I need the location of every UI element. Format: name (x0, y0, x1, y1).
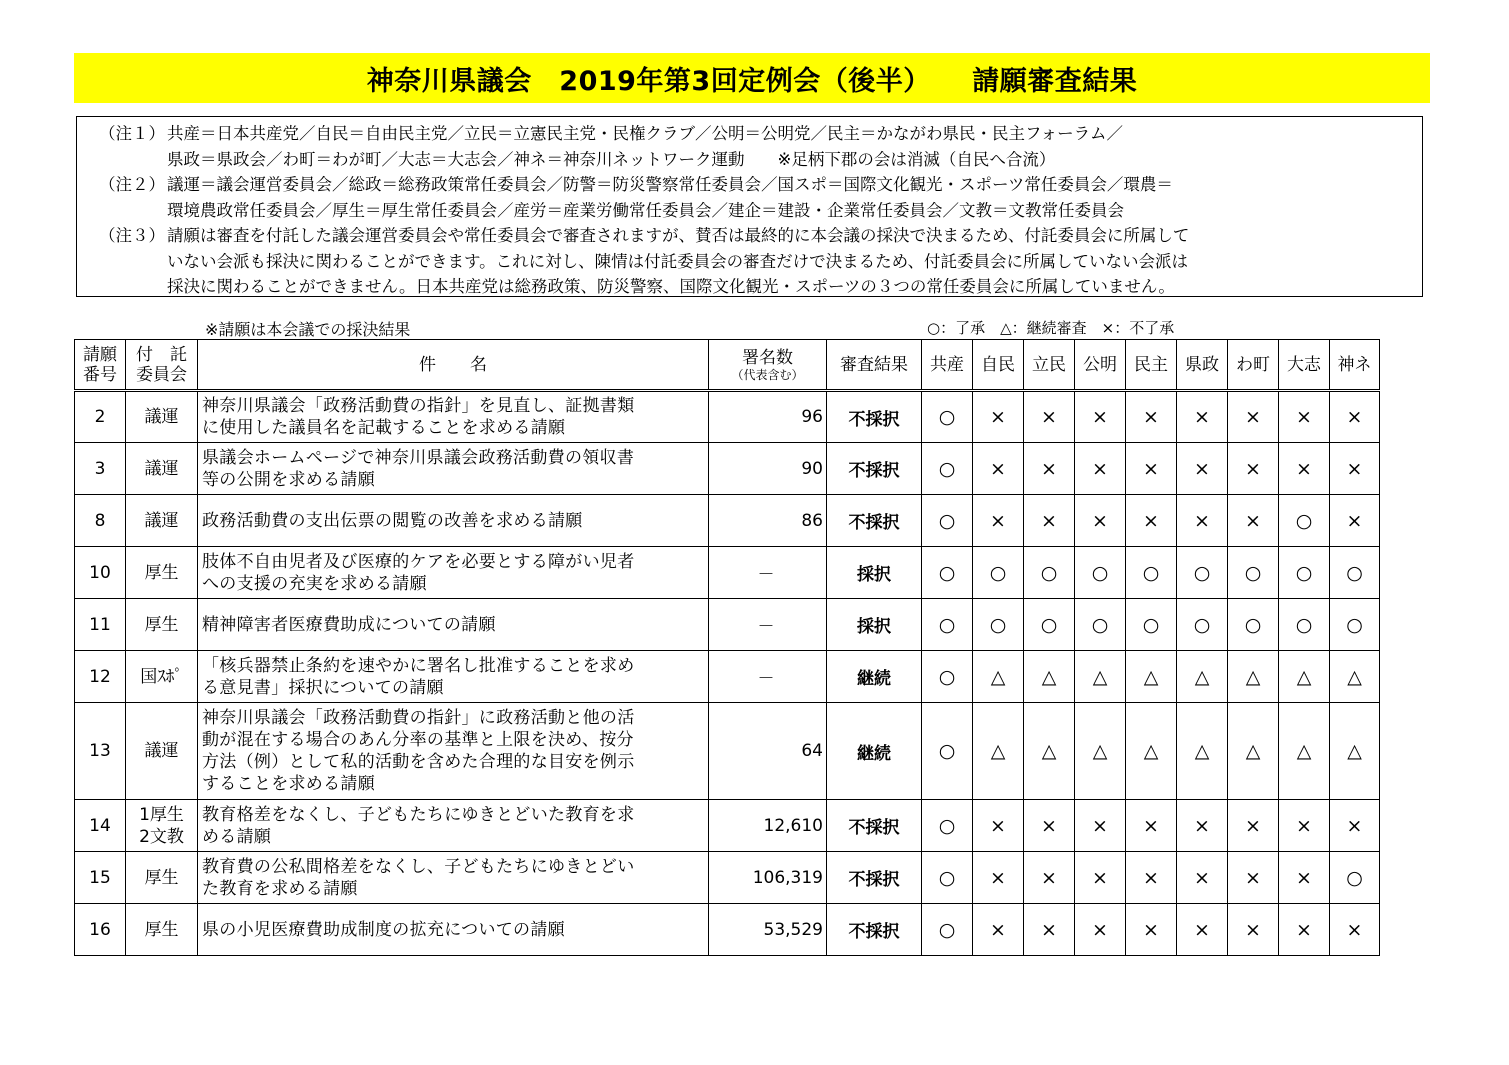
header-text: 審査結果 (840, 354, 908, 375)
subject-cell (198, 800, 709, 852)
note-line (77, 274, 1422, 300)
table-row (75, 599, 1380, 651)
committee-name: 議運 (144, 458, 179, 479)
petition-number: 13 (75, 703, 126, 800)
symbol-legend: ○：了承 △：継続審査 ×：不了承 (927, 319, 1175, 337)
subject-line: 肢体不自由児者及び医療的ケアを必要とする障がい児者 (202, 551, 635, 572)
committee-name: 厚生 (144, 919, 179, 940)
committee-name: 厚生 (144, 562, 179, 583)
party-vote: ○ (922, 800, 973, 852)
party-vote: × (1228, 904, 1279, 956)
header-text: 件 名 (419, 354, 487, 375)
party-vote: ○ (1177, 547, 1228, 599)
header-row (75, 340, 1380, 391)
signature-count: － (709, 651, 827, 703)
table-row (75, 852, 1380, 904)
subject-line: に使用した議員名を記載することを求める請願 (202, 418, 566, 438)
party-vote: × (1075, 443, 1126, 495)
note-text: いない会派も採決に関わることができます。これに対し、陳情は付託委員会の審査だけで決まるため、付託委員会に所属していない会派は (167, 251, 1189, 271)
note-text: 議運＝議会運営委員会／総政＝総務政策常任委員会／防警＝防災警察常任委員会／国スポ＝国際文化観光・スポーツ常任委員会／環農＝ (167, 175, 1173, 194)
party-vote: × (1126, 852, 1177, 904)
title-bar (74, 53, 1430, 103)
party-vote: ○ (922, 443, 973, 495)
party-vote: × (1279, 800, 1330, 852)
subject-line: た教育を求める請願 (202, 878, 358, 899)
party-vote: × (1330, 800, 1380, 852)
party-vote: × (1330, 391, 1380, 443)
party-vote: ○ (1228, 599, 1279, 651)
note-label: （注１） (99, 124, 165, 143)
party-vote: × (1024, 800, 1075, 852)
party-vote: △ (1024, 651, 1075, 703)
header-number (75, 340, 126, 391)
header-text: 署名数 (742, 347, 793, 368)
note-text: 共産＝日本共産党／自民＝自由民主党／立民＝立憲民主党・民権クラブ／公明＝公明党／民主＝かながわ県民・民主フォーラム／ (167, 124, 1124, 143)
note-line (77, 147, 1422, 173)
petition-number: 10 (75, 547, 126, 599)
header-party: 立民 (1024, 340, 1075, 391)
party-vote: △ (1126, 651, 1177, 703)
table-row (75, 800, 1380, 852)
party-vote: × (1075, 800, 1126, 852)
header-party: 公明 (1075, 340, 1126, 391)
review-result: 継続 (827, 703, 922, 800)
petition-number: 14 (75, 800, 126, 852)
party-vote: × (1279, 391, 1330, 443)
subject-cell (198, 703, 709, 800)
party-vote: × (973, 800, 1024, 852)
note-text: 採決に関わることができません。日本共産党は総務政策、防災警察、国際文化観光・スポーツの３つの常任委員会に所属していません。 (167, 277, 1175, 296)
party-vote: ○ (1330, 599, 1380, 651)
party-vote: × (1177, 495, 1228, 547)
party-vote: ○ (922, 495, 973, 547)
party-vote: × (1024, 852, 1075, 904)
party-vote: △ (973, 651, 1024, 703)
party-vote: × (1075, 391, 1126, 443)
notes-box (76, 116, 1423, 297)
subject-line: することを求める請願 (202, 774, 375, 794)
petition-number: 12 (75, 651, 126, 703)
party-vote: ○ (1126, 547, 1177, 599)
header-committee (126, 340, 198, 391)
party-vote: × (973, 852, 1024, 904)
review-result: 不採択 (827, 443, 922, 495)
party-vote: △ (1330, 651, 1380, 703)
note-text: 請願は審査を付託した議会運営委員会や常任委員会で審査されますが、賛否は最終的に本会議の採決で決まるため、付託委員会に所属して (167, 226, 1190, 245)
petition-number: 2 (75, 391, 126, 443)
header-result (827, 340, 922, 391)
review-result: 不採択 (827, 495, 922, 547)
party-vote: × (1228, 391, 1279, 443)
subject-cell (198, 547, 709, 599)
committee-cell (126, 852, 198, 904)
party-vote: × (973, 391, 1024, 443)
party-vote: △ (1279, 651, 1330, 703)
signature-count: － (709, 547, 827, 599)
committee-name: 議運 (144, 407, 179, 427)
party-vote: × (973, 443, 1024, 495)
party-vote: ○ (1279, 599, 1330, 651)
subject-cell (198, 904, 709, 956)
party-vote: × (1126, 495, 1177, 547)
party-vote: × (1075, 852, 1126, 904)
party-vote: ○ (922, 904, 973, 956)
party-vote: ○ (1024, 599, 1075, 651)
party-vote: △ (1075, 651, 1126, 703)
committee-cell (126, 443, 198, 495)
committee-cell (126, 651, 198, 703)
review-result: 不採択 (827, 852, 922, 904)
table-row (75, 904, 1380, 956)
party-vote: × (1279, 852, 1330, 904)
party-vote: △ (973, 703, 1024, 800)
committee-name: 厚生 (144, 867, 179, 888)
party-vote: × (1177, 800, 1228, 852)
subject-line: 政務活動費の支出伝票の閲覧の改善を求める請願 (202, 510, 583, 531)
subject-line: 県議会ホームページで神奈川県議会政務活動費の領収書 (202, 447, 635, 468)
party-vote: ○ (1075, 599, 1126, 651)
party-vote: × (1024, 391, 1075, 443)
subject-cell (198, 391, 709, 443)
party-vote: × (1024, 443, 1075, 495)
party-vote: × (1177, 904, 1228, 956)
subject-line: 県の小児医療費助成制度の拡充についての請願 (202, 919, 565, 940)
review-result: 採択 (827, 599, 922, 651)
party-vote: ○ (1279, 547, 1330, 599)
note-label: （注３） (99, 226, 165, 245)
subject-line: への支援の充実を求める請願 (202, 573, 427, 594)
signature-count: － (709, 599, 827, 651)
party-vote: × (1075, 904, 1126, 956)
party-vote: ○ (1330, 547, 1380, 599)
party-vote: △ (1228, 703, 1279, 800)
party-vote: × (1228, 443, 1279, 495)
committee-cell (126, 703, 198, 800)
committee-name: 国ｽﾎﾟ (140, 666, 183, 687)
subject-line: 方法（例）として私的活動を含めた合理的な目安を例示 (202, 752, 635, 772)
subject-cell (198, 852, 709, 904)
party-vote: × (1024, 904, 1075, 956)
committee-cell (126, 495, 198, 547)
party-vote: × (1330, 443, 1380, 495)
header-text: 請願 (83, 344, 117, 365)
committee-name: 議運 (144, 510, 179, 531)
party-vote: △ (1177, 651, 1228, 703)
party-vote: × (1177, 391, 1228, 443)
subject-cell (198, 495, 709, 547)
party-vote: × (1126, 443, 1177, 495)
note-line (77, 172, 1422, 198)
note-label: （注２） (99, 175, 165, 194)
note-text: 県政＝県政会／わ町＝わが町／大志＝大志会／神ネ＝神奈川ネットワーク運動 ※足柄下郡の会は消滅（自民へ合流） (167, 149, 1056, 169)
party-vote: × (1075, 495, 1126, 547)
note-line (77, 223, 1422, 249)
party-vote: ○ (922, 852, 973, 904)
party-vote: × (973, 495, 1024, 547)
signature-count: 64 (709, 703, 827, 800)
header-party: 自民 (973, 340, 1024, 391)
party-vote: ○ (1126, 599, 1177, 651)
header-text: 番号 (83, 364, 117, 385)
note-label (77, 249, 165, 275)
table-row (75, 703, 1380, 800)
party-vote: × (1024, 495, 1075, 547)
subject-cell (198, 443, 709, 495)
committee-name: 2文教 (139, 826, 184, 847)
petition-number: 15 (75, 852, 126, 904)
signature-count: 106,319 (709, 852, 827, 904)
header-party: 民主 (1126, 340, 1177, 391)
header-subtext: （代表含む） (731, 367, 804, 382)
header-party: 神ネ (1330, 340, 1380, 391)
subject-line: 神奈川県議会「政務活動費の指針」を見直し、証拠書類 (202, 396, 635, 416)
note-text: 環境農政常任委員会／厚生＝厚生常任委員会／産労＝産業労働常任委員会／建企＝建設・企業常任委員会／文教＝文教常任委員会 (167, 200, 1124, 220)
header-signatures (709, 340, 827, 391)
note-label (77, 147, 165, 173)
table-row (75, 495, 1380, 547)
party-vote: × (1177, 443, 1228, 495)
header-party: 大志 (1279, 340, 1330, 391)
party-vote: △ (1024, 703, 1075, 800)
party-vote: ○ (1075, 547, 1126, 599)
subject-line: る意見書」採択についての請願 (202, 677, 444, 698)
party-vote: ○ (922, 651, 973, 703)
party-vote: ○ (973, 547, 1024, 599)
party-vote: ○ (922, 547, 973, 599)
review-result: 不採択 (827, 904, 922, 956)
party-vote: ○ (1024, 547, 1075, 599)
committee-cell (126, 904, 198, 956)
party-vote: × (1177, 852, 1228, 904)
review-result: 継続 (827, 651, 922, 703)
party-vote: × (1126, 904, 1177, 956)
petition-number: 3 (75, 443, 126, 495)
party-vote: × (1228, 495, 1279, 547)
header-party: 共産 (922, 340, 973, 391)
signature-count: 53,529 (709, 904, 827, 956)
note-label (77, 274, 165, 300)
subject-line: 「核兵器禁止条約を速やかに署名し批准することを求め (202, 655, 635, 676)
committee-name: 議運 (144, 741, 179, 761)
committee-name: 1厚生 (139, 804, 184, 825)
committee-name: 厚生 (144, 614, 179, 635)
party-vote: ○ (1279, 495, 1330, 547)
party-vote: ○ (1228, 547, 1279, 599)
header-party: 県政 (1177, 340, 1228, 391)
vote-basis-caption: ※請願は本会議での採決結果 (205, 320, 411, 339)
petition-results-table (74, 339, 1380, 956)
party-vote: △ (1075, 703, 1126, 800)
header-subject (198, 340, 709, 391)
party-vote: ○ (922, 703, 973, 800)
review-result: 不採択 (827, 391, 922, 443)
party-vote: × (973, 904, 1024, 956)
petition-number: 11 (75, 599, 126, 651)
party-vote: × (1279, 443, 1330, 495)
petition-number: 8 (75, 495, 126, 547)
table-body (75, 391, 1380, 956)
note-line (77, 249, 1422, 275)
subject-line: 教育格差をなくし、子どもたちにゆきとどいた教育を求 (202, 804, 635, 825)
party-vote: ○ (973, 599, 1024, 651)
subject-line: 等の公開を求める請願 (202, 469, 375, 490)
header-text: 委員会 (136, 364, 187, 385)
committee-cell (126, 800, 198, 852)
review-result: 採択 (827, 547, 922, 599)
party-vote: △ (1330, 703, 1380, 800)
review-result: 不採択 (827, 800, 922, 852)
subject-line: 精神障害者医療費助成についての請願 (202, 614, 496, 635)
party-vote: ○ (1330, 852, 1380, 904)
party-vote: ○ (1177, 599, 1228, 651)
subject-line: める請願 (202, 826, 272, 847)
subject-line: 教育費の公私間格差をなくし、子どもたちにゆきとどい (202, 856, 635, 877)
subject-cell (198, 599, 709, 651)
note-line (77, 121, 1422, 147)
party-vote: × (1228, 800, 1279, 852)
table-row (75, 547, 1380, 599)
header-text: 付 託 (136, 344, 187, 365)
party-vote: × (1126, 391, 1177, 443)
note-line (77, 198, 1422, 224)
party-vote: ○ (922, 599, 973, 651)
party-vote: × (1279, 904, 1330, 956)
party-vote: × (1126, 800, 1177, 852)
table-row (75, 651, 1380, 703)
signature-count: 90 (709, 443, 827, 495)
subject-line: 神奈川県議会「政務活動費の指針」に政務活動と他の活 (202, 708, 635, 728)
header-party: わ町 (1228, 340, 1279, 391)
party-vote: △ (1228, 651, 1279, 703)
signature-count: 86 (709, 495, 827, 547)
signature-count: 96 (709, 391, 827, 443)
party-vote: × (1228, 852, 1279, 904)
page-title: 神奈川県議会 2019年第3回定例会（後半） 請願審査結果 (366, 65, 1138, 97)
table-row (75, 443, 1380, 495)
table-row (75, 391, 1380, 443)
subject-cell (198, 651, 709, 703)
party-vote: △ (1177, 703, 1228, 800)
petition-number: 16 (75, 904, 126, 956)
note-label (77, 198, 165, 224)
committee-cell (126, 547, 198, 599)
committee-cell (126, 599, 198, 651)
committee-cell (126, 391, 198, 443)
party-vote: × (1330, 495, 1380, 547)
subject-line: 動が混在する場合のあん分率の基準と上限を決め、按分 (202, 730, 634, 750)
party-vote: ○ (922, 391, 973, 443)
signature-count: 12,610 (709, 800, 827, 852)
party-vote: × (1330, 904, 1380, 956)
party-vote: △ (1126, 703, 1177, 800)
party-vote: △ (1279, 703, 1330, 800)
